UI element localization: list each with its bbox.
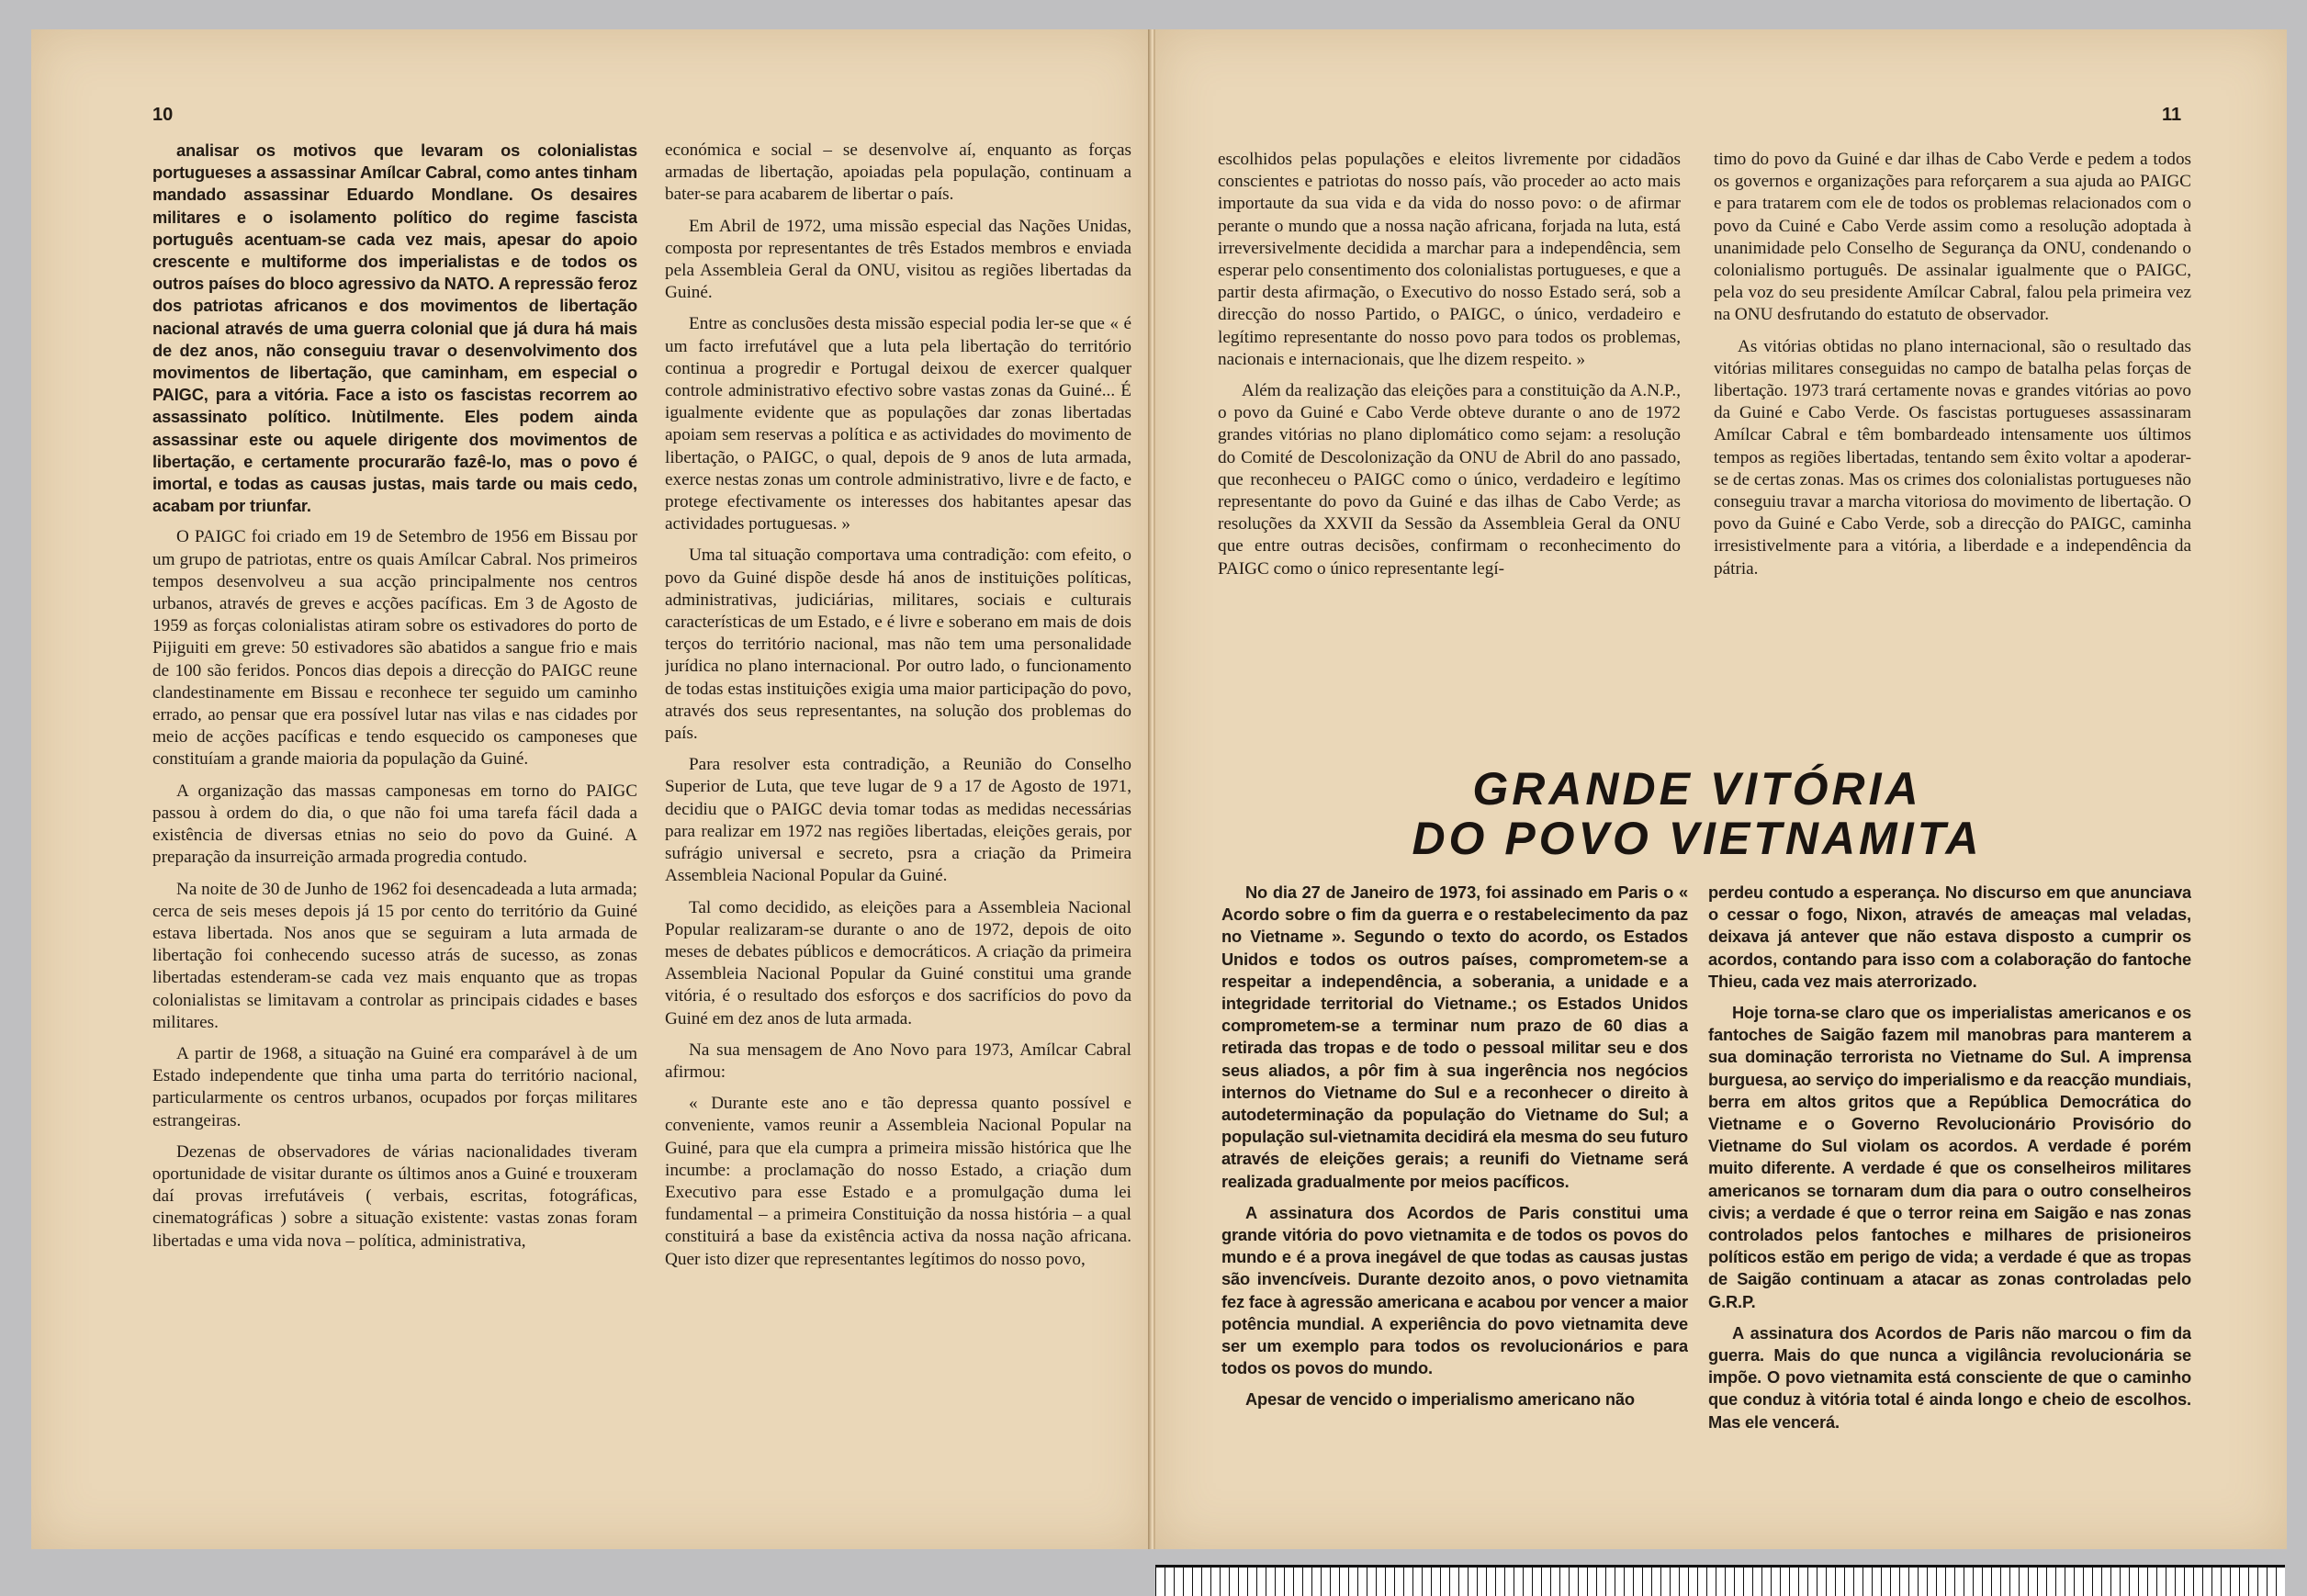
paragraph: analisar os motivos que levaram os colonialistas portugueses a assassinar Amílcar Cabral, como antes tinham mandado assassinar Eduardo Mondlane. Os desaires militares e o isolamento político do regime fascista português acentuam-se cada vez mais, apesar do apoio crescente e multiforme dos imperialistas e de todos os outros países do bloco agressivo da NATO. A repressão feroz dos patriotas africanos e dos movimentos de libertação nacional através de uma guerra colonial que já dura há mais de dez anos, não conseguiu travar o desenvolvimento dos movimentos de libertação, que caminham, em especial o PAIGC, para a vitória. Face a isto os fascistas recorrem ao assassinato político. Inùtilmente. Eles podem ainda assassinar este ou aquele dirigente dos movimentos de libertação, e certamente procurarão fazê-lo, mas o povo é imortal, e todas as causas justas, mais tarde ou mais cedo, acabam por triunfar. — [152, 140, 637, 516]
paragraph: « Durante este ano e tão depressa quanto possível e conveniente, vamos reunir a Assembleia Nacional Popular na Guiné, para que ela cumpra a primeira missão histórica que lhe incumbe: a proclamação do nosso Estado, a criação dum Executivo para esse Estado e a promulgação duma lei fundamental – a primeira Constituição da nossa história – a qual constituirá a base da existência activa da nossa nação africana. Quer isto dizer que representantes legítimos do nosso povo, — [665, 1094, 1131, 1269]
paragraph: A assinatura dos Acordos de Paris não marcou o fim da guerra. Mais do que nunca a vigilância revolucionária se impõe. O povo vietnamita está consciente de que o caminho que conduz à vitória total é ainda longo e cheio de escolhos. Mas ele vencerá. — [1708, 1322, 2191, 1432]
paragraph: Além da realização das eleições para a constituição da A.N.P., o povo da Guiné e Cabo Verde obteve durante o ano de 1972 grandes vitórias no plano diplomático como sejam: a resolução do Comité de Descolonização da ONU de Abril do ano passado, que reconheceu o PAIGC como o único, verdadeiro e legítimo representante do povo da Guiné e das ilhas de Cabo Verde; as resoluções da XXVII da Sessão da Assembleia Geral da ONU que entre outras decisões, confirmam o reconhecimento do PAIGC como o único representante legí- — [1218, 381, 1681, 579]
right-column-1 — [1218, 149, 1681, 736]
scale-ruler — [1155, 1565, 2285, 1596]
paragraph: A organização das massas camponesas em torno do PAIGC passou à ordem do dia, o que não foi uma tarefa fácil dada a existência de diversas etnias no seio do povo da Guiné. A preparação da insurreição armada progredia contudo. — [152, 781, 637, 868]
paragraph: Na noite de 30 de Junho de 1962 foi desencadeada a luta armada; cerca de seis meses depois já 15 por cento do território da Guiné estava libertada. Nos anos que se seguiram a luta armada de libertação foi conhecendo sucesso atrás de sucesso, as zonas libertadas estenderam-se cada vez mais enquanto que as tropas colonialistas se limitavam a controlar as principais cidades e bases militares. — [152, 879, 637, 1032]
paragraph: Entre as conclusões desta missão especial podia ler-se que « é um facto irrefutável que a luta pela libertação do território continua a progredir e Portugal deixou de exercer qualquer controle administrativo efectivo sobre vastas zonas da Guiné... É igualmente evidente que as populações dar zonas libertadas apoiam sem reservas a política e as actividades do movimento de libertação, o PAIGC, o qual, depois de 9 anos de luta armada, exerce nestas zonas um controle administrativo, livre e de facto, e protege efectivamente os interesses dos habitantes apesar das actividades portuguesas. » — [665, 314, 1131, 534]
paragraph: Hoje torna-se claro que os imperialistas americanos e os fantoches de Saigão fazem mil manobras para manterem a sua dominação terrorista no Vietname do Sul. A imprensa burguesa, ao serviço do imperialismo e da reacção mundiais, berra em altos gritos que a República Democrática do Vietname e o Governo Revolucionário Provisório do Vietname do Sul violam os acordos. A verdade é porém muito diferente. A verdade é que os conselheiros militares americanos se tornaram dum dia para o outro conselheiros civis; a verdade é que o terror reina em Saigão e nas zonas controlados pelos fantoches e milhares de prisioneiros políticos estão em perigo de vida; a verdade é que as tropas de Saigão continuam a atacar as zonas controladas pelo G.R.P. — [1708, 1003, 2191, 1311]
right-column-4 — [1708, 882, 2191, 1497]
paragraph: Na sua mensagem de Ano Novo para 1973, Amílcar Cabral afirmou: — [665, 1040, 1131, 1082]
paragraph: A partir de 1968, a situação na Guiné era comparável à de um Estado independente que tinha uma parta do território nacional, particularmente os centros urbanos, ocupados por forças militares estrangeiras. — [152, 1043, 637, 1130]
paragraph: Apesar de vencido o imperialismo americano não — [1245, 1389, 1635, 1410]
paragraph: perdeu contudo a esperança. No discurso em que anunciava o cessar o fogo, Nixon, através de ameaças mal veladas, deixava já antever que não estava disposto a cumprir os acordos, contando para isso com a colaboração do fantoche Thieu, cada vez mais aterrorizado. — [1708, 882, 2191, 991]
paragraph: As vitórias obtidas no plano internacional, são o resultado das vitórias militares conseguidas no campo de batalha pelas forças de libertação. 1973 trará certamente novas e grandes vitórias ao povo da Guiné e Cabo Verde. Os fascistas portugueses assassinaram Amílcar Cabral e têm bombardeado intensamente uos últimos tempos as regiões libertadas, tentando sem êxito voltar a apoderar-se de certas zonas. Mas os crimes dos colonialistas portugueses não conseguiu travar a marcha vitoriosa do movimento de libertação. O povo da Guiné e Cabo Verde, sob a direcção do PAIGC, caminha irresistivelmente para a vitória, a liberdade e a independência da pátria. — [1714, 336, 2191, 579]
paragraph: Uma tal situação comportava uma contradição: com efeito, o povo da Guiné dispõe desde há anos de instituições políticas, administrativas, judiciárias, militares, sociais e culturais características de um Estado, e é livre e soberano em mais de dois terços do território nacional, mas não tem uma personalidade jurídica no plano internacional. Por outro lado, o funcionamento de todas estas instituições exigia uma maior participação do povo, através dos seus representantes, na solução dos problemas do país. — [665, 545, 1131, 744]
article-headline — [1293, 764, 2101, 863]
headline-line-1: GRANDE VITÓRIA — [1472, 763, 1922, 815]
paragraph: O PAIGC foi criado em 19 de Setembro de 1956 em Bissau por um grupo de patriotas, entre os quais Amílcar Cabral. Nos primeiros tempos desenvolveu a sua acção principalmente nos centros urbanos, através de greves e acções pacíficas. Em 3 de Agosto de 1959 as forças colonialistas atiram sobre os estivadores do porto de Pijiguiti em greve: 50 estivadores são abatidos a sangue frio e mais de 100 são feridos. Poncos dias depois a direcção do PAIGC reune clandestinamente em Bissau e reconhece ter seguido um caminho errado, ao pensar que era possível lutar nas vilas e nas cidades por meio de acções pacíficas e tendo esquecido os camponeses que constituíam a grande maioria da população da Guiné. — [152, 527, 637, 770]
right-column-2 — [1714, 149, 2191, 736]
paragraph: No dia 27 de Janeiro de 1973, foi assinado em Paris o « Acordo sobre o fim da guerra e o restabelecimento da paz no Vietname ». Segundo o texto do acordo, os Estados Unidos e todos os outros países, comprometem-se a respeitar a independência, a soberania, a unidade e a integridade territorial do Vietname.; os Estados Unidos comprometem-se a terminar num prazo de 60 dias a retirada das tropas e de todo o pessoal militar seu e dos seus aliados, a pôr fim à sua ingerência nos negócios internos do Vietname do Sul e a reconhecer o direito à autodeterminação da população do Vietname do Sul; a população sul-vietnamita decidirá ela mesma do seu futuro através de eleições gerais; a reunifi do Vietname será realizada gradualmente por meios pacíficos. — [1221, 882, 1688, 1191]
left-column-2 — [665, 140, 1131, 1489]
left-page — [31, 29, 1152, 1549]
paragraph: escolhidos pelas populações e eleitos livremente por cidadãos conscientes e patriotas do nosso país, vão proceder ao acto mais importaute da sua vida e da vida do nosso povo: o de afirmar perante o mundo que a nossa nação africana, forjada na luta, está irreversivelmente decidida a marchar para a independência, sem esperar pelo consentimento dos colonialistas portugueses, e que a partir desta afirmação, o Executivo do nosso Estado será, sob a direcção do nosso Partido, o PAIGC, o único, verdadeiro e legítimo representante do nosso povo para todos os problemas, nacionais e internacionais, que lhe dizem respeito. » — [1218, 150, 1681, 369]
headline-line-2: DO POVO VIETNAMITA — [1412, 813, 1983, 864]
page-number-right: 11 — [2162, 105, 2182, 125]
paragraph: Em Abril de 1972, uma missão especial das Nações Unidas, composta por representantes de três Estados membros e enviada pela Assembleia Geral da ONU, visitou as regiões libertadas da Guiné. — [665, 216, 1131, 303]
paragraph: timo do povo da Guiné e dar ilhas de Cabo Verde e pedem a todos os governos e organizações para reforçarem a sua ajuda ao PAIGC e para tratarem com ele de todos os problemas relacionados com o povo da Cuiné e Cabo Verde assim como a resolução adoptada à unanimidade pelo Conselho de Segurança da ONU, condenando o colonialismo português. De assinalar igualmente que o PAIGC, pela voz do seu presidente Amílcar Cabral, falou pela primeira vez na ONU desfrutando do estatuto de observador. — [1714, 150, 2191, 325]
paragraph: económica e social – se desenvolve aí, enquanto as forças armadas de libertação, apoiadas pela população, continuam a bater-se para acabarem de libertar o país. — [665, 140, 1131, 205]
page-number-left: 10 — [152, 105, 174, 125]
left-column-1 — [152, 140, 637, 1489]
paragraph: Tal como decidido, as eleições para a Assembleia Nacional Popular realizaram-se durante o ano de 1972, depois de oito meses de debates públicos e democráticos. A criação da primeira Assembleia Nacional Popular da Guiné constitui uma grande vitória, é o resultado dos esforços e dos sacrifícios do povo da Guiné em dez anos de luta armada. — [665, 897, 1131, 1028]
paragraph: Para resolver esta contradição, a Reunião do Conselho Superior de Luta, que teve lugar de 9 a 17 de Agosto de 1971, decidiu que o PAIGC devia tomar todas as medidas necessárias para realizar em 1972 nas regiões libertadas, eleições gerais, por sufrágio universal e secreto, psra a criação da Primeira Assembleia Nacional Popular da Guiné. — [665, 755, 1131, 886]
right-page — [1154, 29, 2287, 1549]
right-column-3 — [1221, 882, 1688, 1497]
paragraph: A assinatura dos Acordos de Paris constitui uma grande vitória do povo vietnamita e de todos os povos do mundo e é a prova inegável de que todas as causas justas são invencíveis. Durante dezoito anos, o povo vietnamita fez face à agressão americana e acabou por vencer a maior potência mundial. A experiência do povo vietnamita deve ser um exemplo para todos os revolucionários e para todos os povos do mundo. — [1221, 1202, 1688, 1378]
paragraph: Dezenas de observadores de várias nacionalidades tiveram oportunidade de visitar durante os últimos anos a Guiné e trouxeram daí provas irrefutáveis ( verbais, escritas, fotográficas, cinematográficas ) sobre a situação existente: vastas zonas foram libertadas e uma vida nova – política, administrativa, — [152, 1141, 637, 1251]
